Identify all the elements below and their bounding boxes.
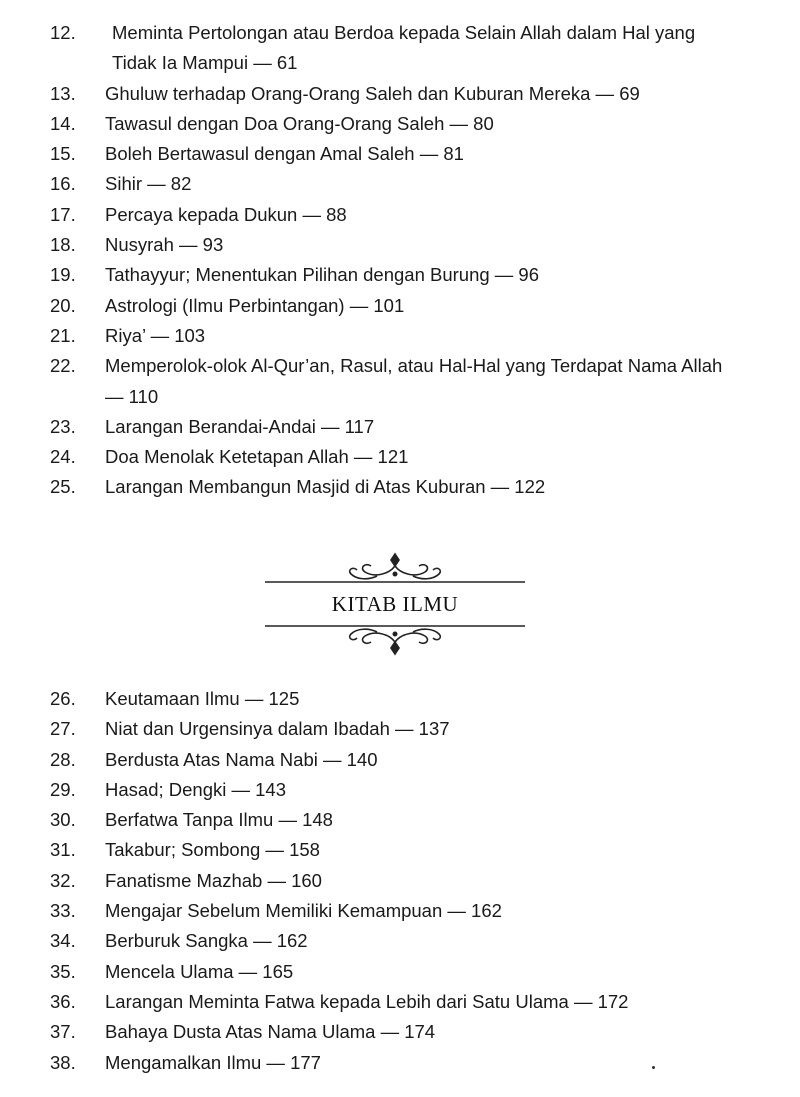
entry-title: Takabur; Sombong — 158	[105, 839, 320, 861]
entry-number: 29.	[50, 778, 76, 800]
toc-entry	[0, 957, 800, 987]
entry-number: 36.	[50, 990, 76, 1012]
toc-entry	[0, 684, 800, 714]
entry-number: 18.	[50, 234, 76, 256]
toc-entry	[0, 866, 800, 896]
entry-number: 34.	[50, 930, 76, 952]
entry-title: Ghuluw terhadap Orang-Orang Saleh dan Kuburan Mereka — 69	[105, 82, 640, 104]
entry-title: Mengamalkan Ilmu — 177	[105, 1051, 321, 1073]
entry-title: Berfatwa Tanpa Ilmu — 148	[105, 809, 333, 831]
toc-list-ilmu	[0, 684, 800, 1078]
toc-entry	[0, 200, 800, 230]
toc-entry	[0, 260, 800, 290]
toc-entry	[0, 18, 800, 79]
toc-entry	[0, 169, 800, 199]
entry-title: Memperolok-olok Al-Qur’an, Rasul, atau Hal-Hal yang Terdapat Nama Allah — 110	[105, 355, 723, 407]
entry-number: 38.	[50, 1051, 76, 1073]
entry-number: 25.	[50, 476, 76, 498]
entry-number: 35.	[50, 960, 76, 982]
entry-title: Meminta Pertolongan atau Berdoa kepada Selain Allah dalam Hal yang Tidak Ia Mampui — 61	[112, 22, 696, 74]
entry-number: 33.	[50, 900, 76, 922]
entry-number: 28.	[50, 748, 76, 770]
entry-title: Larangan Berandai-Andai — 117	[105, 415, 375, 437]
entry-number: 19.	[50, 264, 76, 286]
entry-title: Astrologi (Ilmu Perbintangan) — 101	[105, 294, 405, 316]
toc-entry	[0, 835, 800, 865]
entry-number: 16.	[50, 173, 76, 195]
entry-number: 27.	[50, 718, 76, 740]
toc-entry	[0, 1048, 800, 1078]
toc-entry	[0, 775, 800, 805]
entry-title: Niat dan Urgensinya dalam Ibadah — 137	[105, 718, 450, 740]
entry-number: 15.	[50, 143, 76, 165]
entry-number: 21.	[50, 324, 76, 346]
toc-entry	[0, 472, 800, 502]
page-speck	[652, 1066, 655, 1069]
toc-entry	[0, 714, 800, 744]
toc-entry	[0, 987, 800, 1017]
entry-number: 17.	[50, 203, 76, 225]
toc-entry	[0, 896, 800, 926]
entry-title: Larangan Membangun Masjid di Atas Kuburan — 122	[105, 476, 546, 498]
entry-title: Riya’ — 103	[105, 324, 206, 346]
entry-title: Bahaya Dusta Atas Nama Ulama — 174	[105, 1021, 436, 1043]
ornament-top-icon	[265, 548, 525, 586]
toc-entry	[0, 321, 800, 351]
toc-entry	[0, 109, 800, 139]
toc-entry	[0, 230, 800, 260]
toc-entry	[0, 351, 800, 412]
entry-title: Keutamaan Ilmu — 125	[105, 688, 300, 709]
entry-number: 24.	[50, 446, 76, 468]
entry-number: 22.	[50, 355, 76, 377]
entry-title: Tathayyur; Menentukan Pilihan dengan Burung — 96	[105, 264, 540, 286]
entry-title: Doa Menolak Ketetapan Allah — 121	[105, 446, 409, 468]
entry-title: Nusyrah — 93	[105, 234, 224, 256]
entry-title: Hasad; Dengki — 143	[105, 778, 286, 800]
section-title: KITAB ILMU	[331, 592, 459, 616]
entry-title: Percaya kepada Dukun — 88	[105, 203, 347, 225]
entry-number: 20.	[50, 294, 76, 316]
entry-number: 37.	[50, 1021, 76, 1043]
entry-title: Sihir — 82	[105, 173, 192, 195]
entry-number: 30.	[50, 809, 76, 831]
ornament-bottom-icon	[265, 622, 525, 660]
entry-title: Mengajar Sebelum Memiliki Kemampuan — 162	[105, 900, 502, 922]
entry-number: 12.	[50, 22, 76, 43]
entry-number: 14.	[50, 112, 76, 134]
toc-entry	[0, 1017, 800, 1047]
toc-entry	[0, 805, 800, 835]
entry-title: Fanatisme Mazhab — 160	[105, 869, 322, 891]
entry-number: 32.	[50, 869, 76, 891]
toc-entry	[0, 442, 800, 472]
toc-entry	[0, 139, 800, 169]
entry-number: 26.	[50, 688, 76, 709]
entry-title: Berdusta Atas Nama Nabi — 140	[105, 748, 378, 770]
toc-list-aqidah	[0, 18, 800, 503]
toc-entry	[0, 79, 800, 109]
entry-title: Larangan Meminta Fatwa kepada Lebih dari Satu Ulama — 172	[105, 990, 629, 1012]
entry-title: Mencela Ulama — 165	[105, 960, 294, 982]
toc-entry	[0, 412, 800, 442]
entry-title: Tawasul dengan Doa Orang-Orang Saleh — 80	[105, 112, 494, 134]
entry-number: 31.	[50, 839, 76, 861]
entry-number: 13.	[50, 82, 76, 104]
toc-entry	[0, 745, 800, 775]
toc-entry	[0, 926, 800, 956]
section-heading-block	[265, 548, 525, 660]
toc-entry	[0, 291, 800, 321]
entry-title: Berburuk Sangka — 162	[105, 930, 308, 952]
entry-number: 23.	[50, 415, 76, 437]
entry-title: Boleh Bertawasul dengan Amal Saleh — 81	[105, 143, 464, 165]
